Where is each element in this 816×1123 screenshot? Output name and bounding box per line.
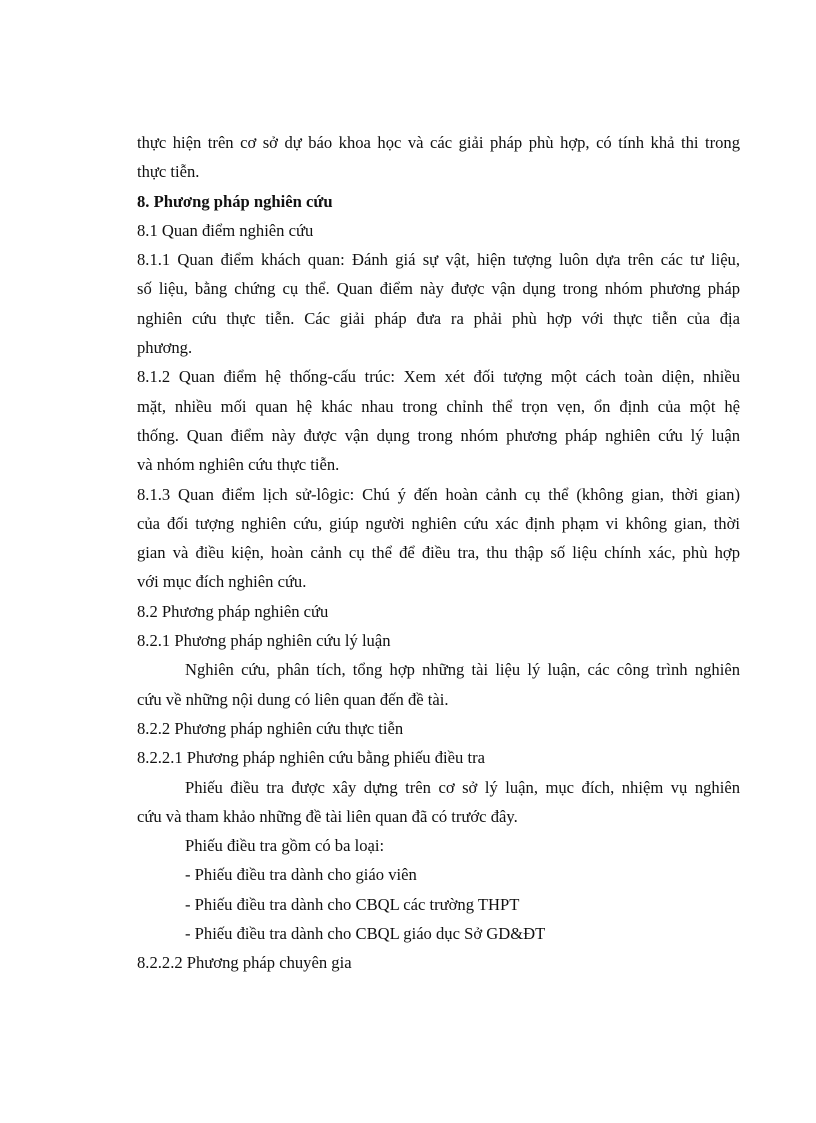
subsection-heading: 8.2.2.2 Phương pháp chuyên gia bbox=[137, 953, 352, 973]
subsection-heading: 8.2.2 Phương pháp nghiên cứu thực tiễn bbox=[137, 718, 404, 738]
subsection-heading: 8.2.1 Phương pháp nghiên cứu lý luận bbox=[137, 631, 391, 651]
subsection-heading: 8.2 Phương pháp nghiên cứu bbox=[137, 601, 329, 621]
paragraph-line: cứu về những nội dung có liên quan đến đề tài. bbox=[137, 689, 449, 709]
paragraph-line: thực tiễn. bbox=[137, 162, 200, 182]
paragraph-line: và nhóm nghiên cứu thực tiễn. bbox=[137, 455, 340, 475]
paragraph-line: cứu và tham khảo những đề tài liên quan đã có trước đây. bbox=[137, 806, 518, 826]
paragraph-line: 8.1.3 Quan điểm lịch sử-lôgic: Chú ý đến hoàn cảnh cụ thể (không gian, thời gian) bbox=[137, 484, 740, 504]
document-body bbox=[137, 128, 740, 978]
subsection-heading: 8.1 Quan điểm nghiên cứu bbox=[137, 220, 314, 240]
paragraph-line: 8.1.1 Quan điểm khách quan: Đánh giá sự vật, hiện tượng luôn dựa trên các tư liệu, bbox=[137, 250, 740, 270]
paragraph-line: mặt, nhiều mối quan hệ khác nhau trong chỉnh thể trọn vẹn, ổn định của một hệ bbox=[137, 396, 740, 416]
list-item: - Phiếu điều tra dành cho CBQL giáo dục Sở GD&ĐT bbox=[185, 924, 546, 944]
paragraph-line: Phiếu điều tra gồm có ba loại: bbox=[185, 836, 385, 856]
subsection-heading: 8.2.2.1 Phương pháp nghiên cứu bằng phiếu điều tra bbox=[137, 748, 485, 768]
list-item: - Phiếu điều tra dành cho giáo viên bbox=[185, 865, 417, 885]
list-item: - Phiếu điều tra dành cho CBQL các trường THPT bbox=[185, 894, 520, 914]
paragraph-line: gian và điều kiện, hoàn cảnh cụ thể để điều tra, thu thập số liệu chính xác, phù hợp bbox=[137, 543, 740, 563]
paragraph-line: số liệu, bằng chứng cụ thể. Quan điểm này được vận dụng trong nhóm phương pháp bbox=[137, 279, 740, 299]
section-heading: 8. Phương pháp nghiên cứu bbox=[137, 191, 333, 211]
paragraph-line: với mục đích nghiên cứu. bbox=[137, 572, 307, 592]
paragraph-line: phương. bbox=[137, 338, 193, 358]
paragraph-line: nghiên cứu thực tiễn. Các giải pháp đưa ra phải phù hợp với thực tiễn của địa bbox=[137, 308, 740, 328]
paragraph-line: 8.1.2 Quan điểm hệ thống-cấu trúc: Xem xét đối tượng một cách toàn diện, nhiều bbox=[137, 367, 740, 387]
paragraph-line: thống. Quan điểm này được vận dụng trong nhóm phương pháp nghiên cứu lý luận bbox=[137, 425, 740, 445]
paragraph-line: thực hiện trên cơ sở dự báo khoa học và các giải pháp phù hợp, có tính khả thi trong bbox=[137, 133, 740, 152]
paragraph-line: Nghiên cứu, phân tích, tổng hợp những tài liệu lý luận, các công trình nghiên bbox=[185, 660, 740, 680]
paragraph-line: của đối tượng nghiên cứu, giúp người nghiên cứu xác định phạm vi không gian, thời bbox=[137, 513, 740, 533]
paragraph-line: Phiếu điều tra được xây dựng trên cơ sở lý luận, mục đích, nhiệm vụ nghiên bbox=[185, 777, 740, 797]
